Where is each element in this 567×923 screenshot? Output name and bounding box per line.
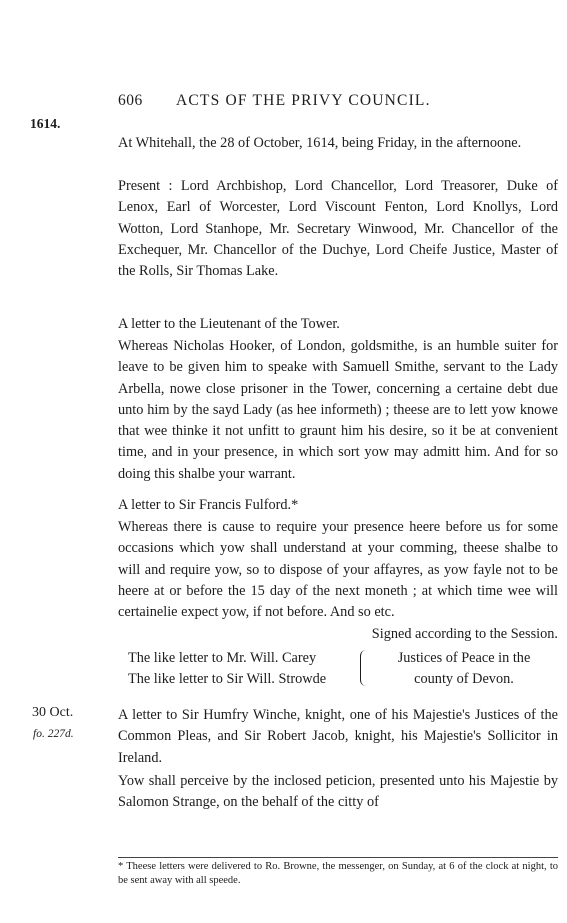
- margin-date: 30 Oct.: [32, 705, 74, 720]
- like-letters-block: [128, 648, 558, 690]
- signed-note: Signed according to the Session.: [371, 626, 558, 642]
- recipients-line-2: county of Devon.: [414, 671, 514, 687]
- letter-body-winche: A letter to Sir Humfry Winche, knight, one of his Majestie's Justices of the Common Pleas, and Sir Robert Jacob, knight, his Majestie's Sollicitor in Ireland.: [118, 707, 558, 766]
- present-paragraph: Present : Lord Archbishop, Lord Chancellor, Lord Treasorer, Duke of Lenox, Earl of Worcester, Lord Viscount Fenton, Lord Knollys, Lord Wotton, Lord Stanhope, Mr. Secretary Winwood, Mr. Chancellor of the Exchequer, Mr. Chancellor of the Duchye, Lord Cheife Justice, Master of the Rolls, Sir Thomas Lake.: [118, 178, 558, 280]
- like-letter-carey: The like letter to Mr. Will. Carey: [128, 650, 317, 666]
- letter-heading-fulford: A letter to Sir Francis Fulford.*: [118, 497, 299, 513]
- margin-folio: fo. 227d.: [33, 728, 74, 740]
- margin-year: 1614.: [30, 116, 61, 131]
- page-number: 606: [118, 92, 143, 109]
- running-title: ACTS OF THE PRIVY COUNCIL.: [176, 92, 431, 109]
- like-letters-recipients: [374, 648, 554, 690]
- letter-body-fulford: Whereas there is cause to require your presence heere before us for some occasions which yow shall understand at your comming, theese shalbe to will and require yow, so to dispose of your affayres, as yow fayle not to be heere at or before the 15 day of the next moneth ; at which time wee will certainelie expect yow, if not before. And so etc.: [118, 519, 558, 621]
- letter-body-tower: Whereas Nicholas Hooker, of London, goldsmithe, is an humble suiter for leave to be given him to speake with Samuell Smithe, servant to the Lady Arbella, nowe close prisoner in the Tower, concerning a certaine debt due unto him by the sayd Lady (as hee informeth) ; theese are to lett yow knowe that wee thinke it not unfitt to graunt him his desire, so it be at convenient time, and in your presence, in which sort yow may admitt him. And for so doing this shalbe your warrant.: [118, 338, 558, 482]
- brace-icon: [360, 650, 369, 686]
- recipients-line-1: Justices of Peace in the: [397, 650, 531, 666]
- meeting-paragraph: At Whitehall, the 28 of October, 1614, being Friday, in the afternoone.: [118, 135, 522, 151]
- letter-heading-tower: A letter to the Lieutenant of the Tower.: [118, 316, 340, 332]
- footnote: * Theese letters were delivered to Ro. Browne, the messenger, on Sunday, at 6 of the clock at night, to be sent away with all speede.: [118, 861, 558, 886]
- like-letter-strowde: The like letter to Sir Will. Strowde: [128, 671, 327, 687]
- letter-body-winche-cont: Yow shall perceive by the inclosed peticion, presented unto his Majestie by Salomon Strange, on the behalf of the citty of: [118, 773, 558, 811]
- like-letters-list: [128, 648, 326, 690]
- footnote-divider: [118, 857, 558, 858]
